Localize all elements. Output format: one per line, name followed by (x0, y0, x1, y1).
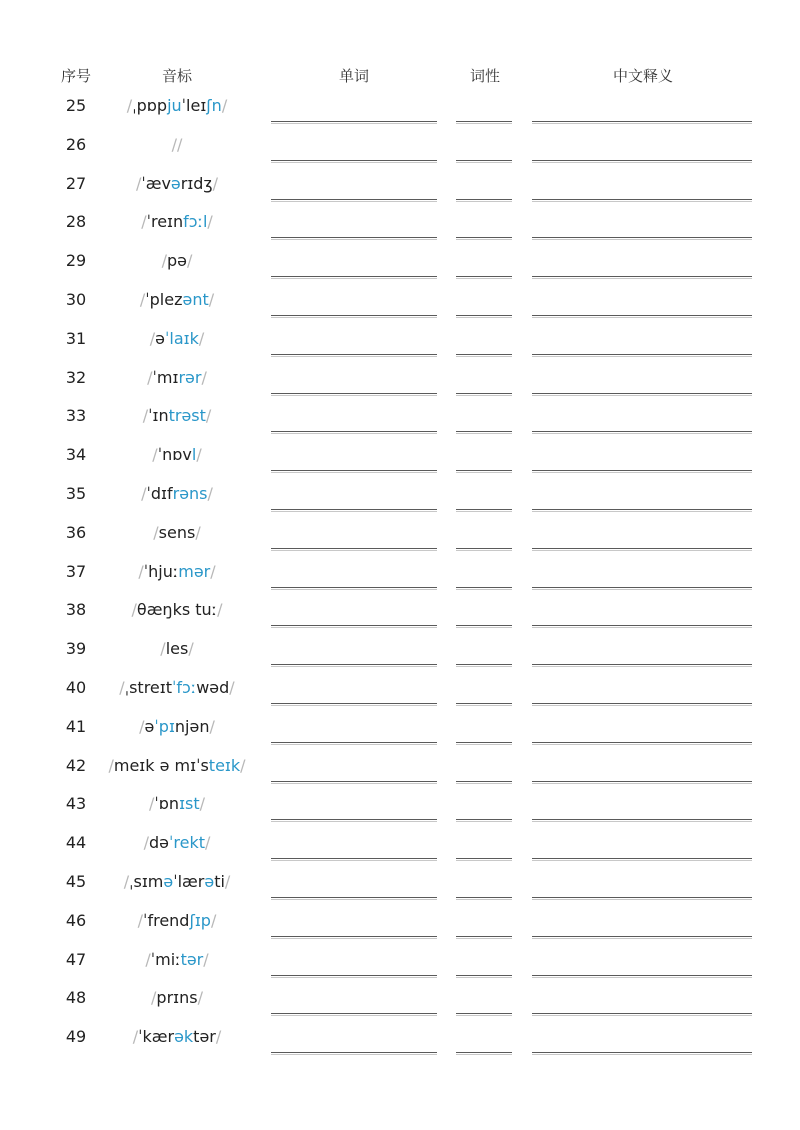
phonetic-text: ˈdɪf (146, 484, 173, 503)
phonetic-transcription (141, 484, 213, 503)
phonetic-transcription (138, 562, 215, 581)
slash-open: / (152, 445, 158, 465)
table-row (0, 92, 800, 131)
row-number: 40 (65, 678, 87, 697)
part-of-speech-blank[interactable] (456, 121, 512, 124)
slash-open: / (135, 173, 142, 193)
part-of-speech-blank[interactable] (456, 897, 512, 900)
slash-close: / (212, 173, 219, 193)
table-row (0, 984, 800, 1023)
part-of-speech-blank[interactable] (456, 587, 512, 590)
phonetic-transcription (136, 174, 218, 193)
part-of-speech-blank[interactable] (456, 315, 512, 318)
slash-open: / (131, 600, 137, 620)
row-number: 28 (65, 212, 87, 232)
table-row (0, 441, 800, 480)
part-of-speech-blank[interactable] (456, 509, 512, 512)
table-row (0, 907, 800, 946)
part-of-speech-blank[interactable] (456, 664, 512, 667)
word-blank[interactable] (271, 975, 437, 978)
phonetic-transcription (143, 406, 212, 425)
table-header (0, 65, 800, 89)
chinese-meaning-blank[interactable] (532, 897, 752, 900)
phonetic-transcription (141, 212, 213, 231)
header-chinese-meaning: 中文释义 (612, 67, 674, 85)
word-blank[interactable] (271, 936, 437, 939)
word-blank[interactable] (271, 819, 437, 822)
phonetic-text: ti (214, 872, 225, 891)
chinese-meaning-blank[interactable] (532, 393, 752, 396)
phonetic-highlight: ˈfɔː (171, 678, 197, 697)
table-row (0, 558, 800, 597)
phonetic-transcription (147, 368, 207, 387)
phonetic-text: ˈmiː (150, 949, 181, 969)
phonetic-text: ˈleɪ (181, 96, 207, 115)
header-phonetic: 音标 (161, 67, 193, 85)
slash-close: / (187, 251, 193, 271)
slash-close: / (208, 290, 215, 309)
slash-open: / (123, 872, 130, 891)
part-of-speech-blank[interactable] (456, 858, 512, 861)
phonetic-text: meɪk ə mɪˈs (113, 755, 209, 775)
slash-close: / (207, 212, 213, 232)
phonetic-text: pə (167, 251, 187, 271)
phonetic-text: də (148, 833, 169, 853)
chinese-meaning-blank[interactable] (532, 936, 752, 939)
phonetic-highlight: mər (178, 561, 211, 581)
chinese-meaning-blank[interactable] (532, 354, 752, 357)
slash-close: / (188, 639, 194, 659)
phonetic-text: ˌsɪm (129, 872, 164, 891)
chinese-meaning-blank[interactable] (532, 587, 752, 590)
slash-close: / (199, 794, 206, 814)
slash-open: / (119, 678, 125, 697)
table-row (0, 596, 800, 635)
row-number: 27 (65, 173, 87, 193)
slash-close: / (229, 678, 235, 697)
word-blank[interactable] (271, 625, 437, 628)
slash-open: / (149, 328, 156, 348)
phonetic-transcription (144, 833, 211, 852)
slash-close: / (207, 484, 213, 503)
word-blank[interactable] (271, 431, 437, 434)
table-row (0, 247, 800, 286)
row-number: 26 (65, 134, 87, 154)
chinese-meaning-blank[interactable] (532, 858, 752, 861)
phonetic-text: ˈnɒv (157, 445, 192, 465)
table-row (0, 170, 800, 209)
phonetic-text: sens (158, 522, 196, 542)
part-of-speech-blank[interactable] (456, 703, 512, 706)
phonetic-transcription (133, 1027, 222, 1046)
slash-close: / (221, 96, 228, 115)
slash-open: / (108, 755, 114, 775)
row-number: 35 (65, 484, 87, 503)
phonetic-text: ˈɒn (154, 794, 180, 814)
phonetic-highlight: rəns (172, 484, 208, 503)
word-blank[interactable] (271, 354, 437, 357)
part-of-speech-blank[interactable] (456, 625, 512, 628)
phonetic-text: ˈmɪ (152, 367, 179, 387)
slash-open: / (142, 406, 149, 426)
table-row (0, 1023, 800, 1062)
phonetic-text: tər (193, 1027, 216, 1047)
word-blank[interactable] (271, 237, 437, 240)
slash-close: / (196, 445, 202, 465)
part-of-speech-blank[interactable] (456, 276, 512, 279)
slash-close: / (210, 561, 216, 581)
phonetic-transcription (140, 290, 214, 309)
part-of-speech-blank[interactable] (456, 1013, 512, 1016)
chinese-meaning-blank[interactable] (532, 625, 752, 628)
row-number: 41 (65, 716, 87, 736)
word-blank[interactable] (271, 1013, 437, 1016)
word-blank[interactable] (271, 897, 437, 900)
slash-open: / (171, 134, 177, 154)
table-row (0, 325, 800, 364)
phonetic-text: ˈæv (141, 173, 171, 193)
word-blank[interactable] (271, 587, 437, 590)
row-number: 33 (65, 406, 87, 426)
phonetic-transcription (138, 911, 217, 930)
phonetic-highlight: teɪk (208, 755, 241, 775)
word-blank[interactable] (271, 858, 437, 861)
slash-close: / (215, 1027, 222, 1047)
phonetic-text: ˈlær (173, 872, 205, 891)
word-blank[interactable] (271, 393, 437, 396)
word-blank[interactable] (271, 160, 437, 163)
phonetic-highlight: ək (174, 1027, 194, 1047)
chinese-meaning-blank[interactable] (532, 276, 752, 279)
table-row (0, 829, 800, 868)
chinese-meaning-blank[interactable] (532, 237, 752, 240)
phonetic-text: rɪdʒ (180, 173, 213, 193)
phonetic-text: ˈkær (138, 1027, 175, 1047)
phonetic-highlight: l (191, 445, 197, 465)
table-row (0, 519, 800, 558)
word-blank[interactable] (271, 315, 437, 318)
slash-close: / (198, 328, 205, 348)
phonetic-text: ə (155, 328, 165, 348)
phonetic-highlight: tər (180, 949, 204, 969)
word-blank[interactable] (271, 548, 437, 551)
row-number: 29 (65, 251, 87, 271)
part-of-speech-blank[interactable] (456, 975, 512, 978)
header-part-of-speech: 词性 (469, 67, 501, 85)
chinese-meaning-blank[interactable] (532, 548, 752, 551)
slash-open: / (137, 910, 144, 930)
phonetic-text: ˌstreɪt (124, 678, 172, 697)
table-row (0, 286, 800, 325)
word-blank[interactable] (271, 121, 437, 124)
part-of-speech-blank[interactable] (456, 936, 512, 939)
slash-open: / (126, 96, 133, 115)
phonetic-highlight: ˈpɪ (154, 716, 175, 736)
slash-close: / (240, 755, 246, 775)
phonetic-transcription (153, 523, 200, 542)
slash-close: / (224, 872, 231, 891)
slash-close: / (217, 600, 223, 620)
phonetic-transcription (127, 96, 227, 115)
word-blank[interactable] (271, 470, 437, 473)
chinese-meaning-blank[interactable] (532, 819, 752, 822)
phonetic-highlight: rər (178, 367, 202, 387)
slash-open: / (148, 794, 155, 814)
slash-open: / (151, 988, 157, 1008)
chinese-meaning-blank[interactable] (532, 664, 752, 667)
phonetic-transcription (119, 678, 234, 697)
table-row (0, 402, 800, 441)
phonetic-transcription (139, 717, 215, 736)
word-blank[interactable] (271, 781, 437, 784)
part-of-speech-blank[interactable] (456, 819, 512, 822)
table-row (0, 635, 800, 674)
part-of-speech-blank[interactable] (456, 781, 512, 784)
phonetic-highlight: ənt (182, 290, 209, 309)
phonetic-transcription (132, 600, 223, 619)
row-number: 32 (65, 367, 87, 387)
slash-close: / (201, 367, 207, 387)
chinese-meaning-blank[interactable] (532, 199, 752, 202)
phonetic-highlight: ˈlaɪk (164, 328, 199, 348)
part-of-speech-blank[interactable] (456, 1052, 512, 1055)
row-number: 43 (65, 794, 87, 814)
phonetic-text: ˌpɒp (132, 96, 168, 115)
chinese-meaning-blank[interactable] (532, 121, 752, 124)
word-blank[interactable] (271, 1052, 437, 1055)
header-word: 单词 (338, 67, 370, 85)
table-row (0, 946, 800, 985)
part-of-speech-blank[interactable] (456, 548, 512, 551)
header-number: 序号 (60, 67, 92, 85)
slash-close: / (177, 134, 183, 154)
chinese-meaning-blank[interactable] (532, 703, 752, 706)
part-of-speech-blank[interactable] (456, 354, 512, 357)
chinese-meaning-blank[interactable] (532, 160, 752, 163)
row-number: 34 (65, 445, 87, 465)
row-number: 48 (65, 988, 87, 1008)
chinese-meaning-blank[interactable] (532, 509, 752, 512)
word-blank[interactable] (271, 664, 437, 667)
slash-close: / (210, 910, 217, 930)
word-blank[interactable] (271, 199, 437, 202)
table-row (0, 208, 800, 247)
phonetic-highlight: fɔːl (183, 212, 208, 232)
part-of-speech-blank[interactable] (456, 160, 512, 163)
word-blank[interactable] (271, 276, 437, 279)
part-of-speech-blank[interactable] (456, 393, 512, 396)
chinese-meaning-blank[interactable] (532, 315, 752, 318)
phonetic-highlight: ə (170, 173, 181, 193)
phonetic-transcription (172, 135, 183, 154)
chinese-meaning-blank[interactable] (532, 742, 752, 745)
part-of-speech-blank[interactable] (456, 237, 512, 240)
phonetic-text: wəd (196, 678, 230, 697)
row-number: 36 (65, 522, 87, 542)
slash-close: / (209, 716, 215, 736)
row-number: 49 (65, 1027, 87, 1047)
row-number: 25 (65, 96, 87, 115)
phonetic-text: θæŋks tuː (136, 600, 218, 620)
slash-open: / (143, 833, 149, 853)
slash-open: / (160, 639, 166, 659)
table-row (0, 868, 800, 907)
row-number: 39 (65, 639, 87, 659)
table-row (0, 790, 800, 829)
slash-close: / (205, 833, 211, 853)
row-number: 31 (65, 328, 87, 348)
row-number: 30 (65, 290, 87, 309)
phonetic-text: les (165, 639, 189, 659)
phonetic-highlight: ɪst (179, 794, 200, 814)
table-row (0, 713, 800, 752)
phonetic-text: ˈreɪn (146, 212, 184, 232)
row-number: 37 (65, 561, 87, 581)
row-number: 46 (65, 910, 87, 930)
table-row (0, 674, 800, 713)
chinese-meaning-blank[interactable] (532, 975, 752, 978)
row-number: 44 (65, 833, 87, 853)
phonetic-transcription (152, 445, 201, 464)
row-number: 42 (65, 755, 87, 775)
table-row (0, 480, 800, 519)
phonetic-highlight: ə (204, 872, 215, 891)
phonetic-text: ə (144, 716, 155, 736)
slash-close: / (195, 522, 201, 542)
phonetic-text: ˈhjuː (143, 561, 179, 581)
slash-open: / (141, 212, 147, 232)
phonetic-highlight: trəst (168, 406, 206, 426)
slash-open: / (139, 716, 145, 736)
row-number: 45 (65, 872, 87, 891)
slash-open: / (132, 1027, 139, 1047)
slash-open: / (161, 251, 167, 271)
slash-open: / (145, 949, 151, 969)
phonetic-text: ˈɪn (148, 406, 169, 426)
slash-open: / (139, 290, 146, 309)
phonetic-transcription (162, 251, 193, 270)
chinese-meaning-blank[interactable] (532, 431, 752, 434)
slash-open: / (147, 367, 153, 387)
slash-open: / (153, 522, 159, 542)
chinese-meaning-blank[interactable] (532, 1052, 752, 1055)
chinese-meaning-blank[interactable] (532, 470, 752, 473)
chinese-meaning-blank[interactable] (532, 781, 752, 784)
word-blank[interactable] (271, 742, 437, 745)
word-blank[interactable] (271, 703, 437, 706)
phonetic-transcription (151, 988, 203, 1007)
phonetic-highlight: ʃn (206, 96, 222, 115)
phonetic-transcription (149, 794, 205, 813)
phonetic-highlight: ə (163, 872, 174, 891)
phonetic-highlight: ʃɪp (189, 910, 211, 930)
slash-close: / (205, 406, 212, 426)
phonetic-transcription (124, 872, 231, 891)
phonetic-text: prɪns (156, 988, 198, 1008)
phonetic-text: ˈfrend (143, 910, 190, 930)
slash-open: / (138, 561, 144, 581)
part-of-speech-blank[interactable] (456, 742, 512, 745)
part-of-speech-blank[interactable] (456, 199, 512, 202)
phonetic-text: njən (174, 716, 210, 736)
row-number: 47 (65, 949, 87, 969)
table-row (0, 752, 800, 791)
slash-close: / (197, 988, 203, 1008)
slash-close: / (203, 949, 209, 969)
phonetic-text: ˈplez (145, 290, 183, 309)
table-row (0, 131, 800, 170)
phonetic-highlight: ˈrekt (168, 833, 206, 853)
table-row (0, 364, 800, 403)
word-blank[interactable] (271, 509, 437, 512)
phonetic-transcription (145, 950, 208, 969)
chinese-meaning-blank[interactable] (532, 1013, 752, 1016)
slash-open: / (141, 484, 147, 503)
phonetic-transcription (150, 329, 204, 348)
part-of-speech-blank[interactable] (456, 431, 512, 434)
phonetic-highlight: ju (167, 96, 182, 115)
part-of-speech-blank[interactable] (456, 470, 512, 473)
phonetic-transcription (108, 756, 245, 775)
phonetic-transcription (160, 639, 193, 658)
row-number: 38 (65, 600, 87, 620)
